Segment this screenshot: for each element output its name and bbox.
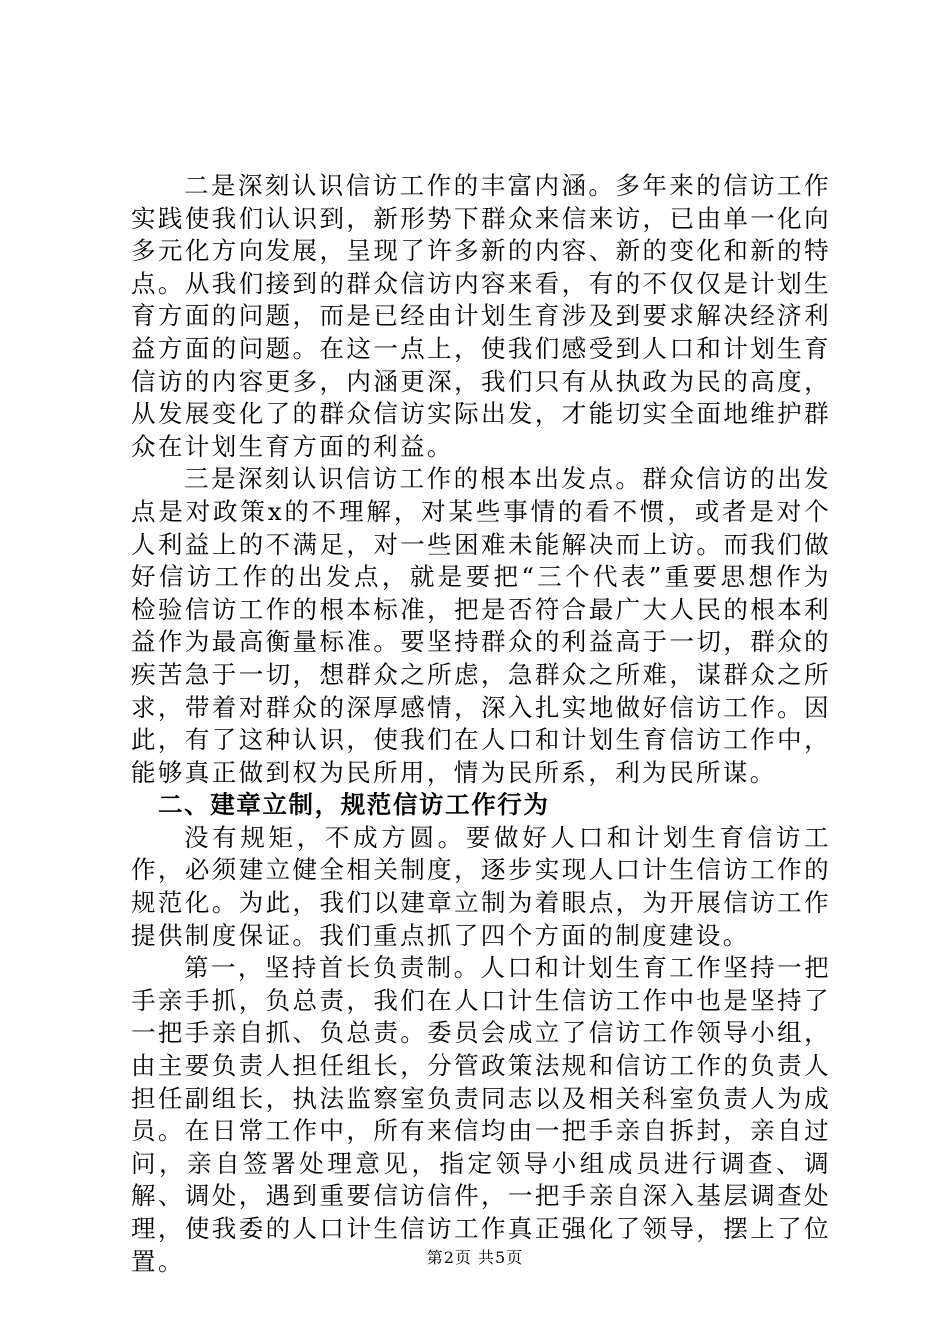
- document-body: [131, 170, 831, 1278]
- paragraph-rules: 没有规矩，不成方圆。要做好人口和计划生育信访工作，必须建立健全相关制度，逐步实现人口计生信访工作的规范化。为此，我们以建章立制为着眼点，为开展信访工作提供制度保证。我们重点抓了四个方面的制度建设。: [131, 822, 831, 950]
- page-number-footer: 第2页 共5页: [426, 1248, 524, 1267]
- paragraph-connotation: 二是深刻认识信访工作的丰富内涵。多年来的信访工作实践使我们认识到，新形势下群众来信来访，已由单一化向多元化方向发展，呈现了许多新的内容、新的变化和新的特点。从我们接到的群众信访内容来看，有的不仅仅是计划生育方面的问题，而是已经由计划生育涉及到要求解决经济利益方面的问题。在这一点上，使我们感受到人口和计划生育信访的内容更多，内涵更深，我们只有从执政为民的高度，从发展变化了的群众信访实际出发，才能切实全面地维护群众在计划生育方面的利益。: [131, 171, 831, 461]
- paragraph-leader-responsibility: 第一，坚持首长负责制。人口和计划生育工作坚持一把手亲手抓，负总责，我们在人口计生信访工作中也是坚持了一把手亲自抓、负总责。委员会成立了信访工作领导小组，由主要负责人担任组长，分管政策法规和信访工作的负责人担任副组长，执法监察室负责同志以及相关科室负责人为成员。在日常工作中，所有来信均由一把手亲自拆封，亲自过问，亲自签署处理意见，指定领导小组成员进行调查、调解、调处，遇到重要信访信件，一把手亲自深入基层调查处理，使我委的人口计生信访工作真正强化了领导，摆上了位置。: [131, 953, 831, 1276]
- section-heading: 二、建章立制，规范信访工作行为: [158, 790, 550, 820]
- paragraph-starting-point: 三是深刻认识信访工作的根本出发点。群众信访的出发点是对政策x的不理解，对某些事情的看不惯，或者是对个人利益上的不满足，对一些困难未能解决而上访。而我们做好信访工作的出发点，就是要把“三个代表”重要思想作为检验信访工作的根本标准，把是否符合最广大人民的根本利益作为最高衡量标准。要坚持群众的利益高于一切，群众的疾苦急于一切，想群众之所虑，急群众之所难，谋群众之所求，带着对群众的深厚感情，深入扎实地做好信访工作。因此，有了这种认识，使我们在人口和计划生育信访工作中，能够真正做到权为民所用，情为民所系，利为民所谋。: [131, 464, 831, 787]
